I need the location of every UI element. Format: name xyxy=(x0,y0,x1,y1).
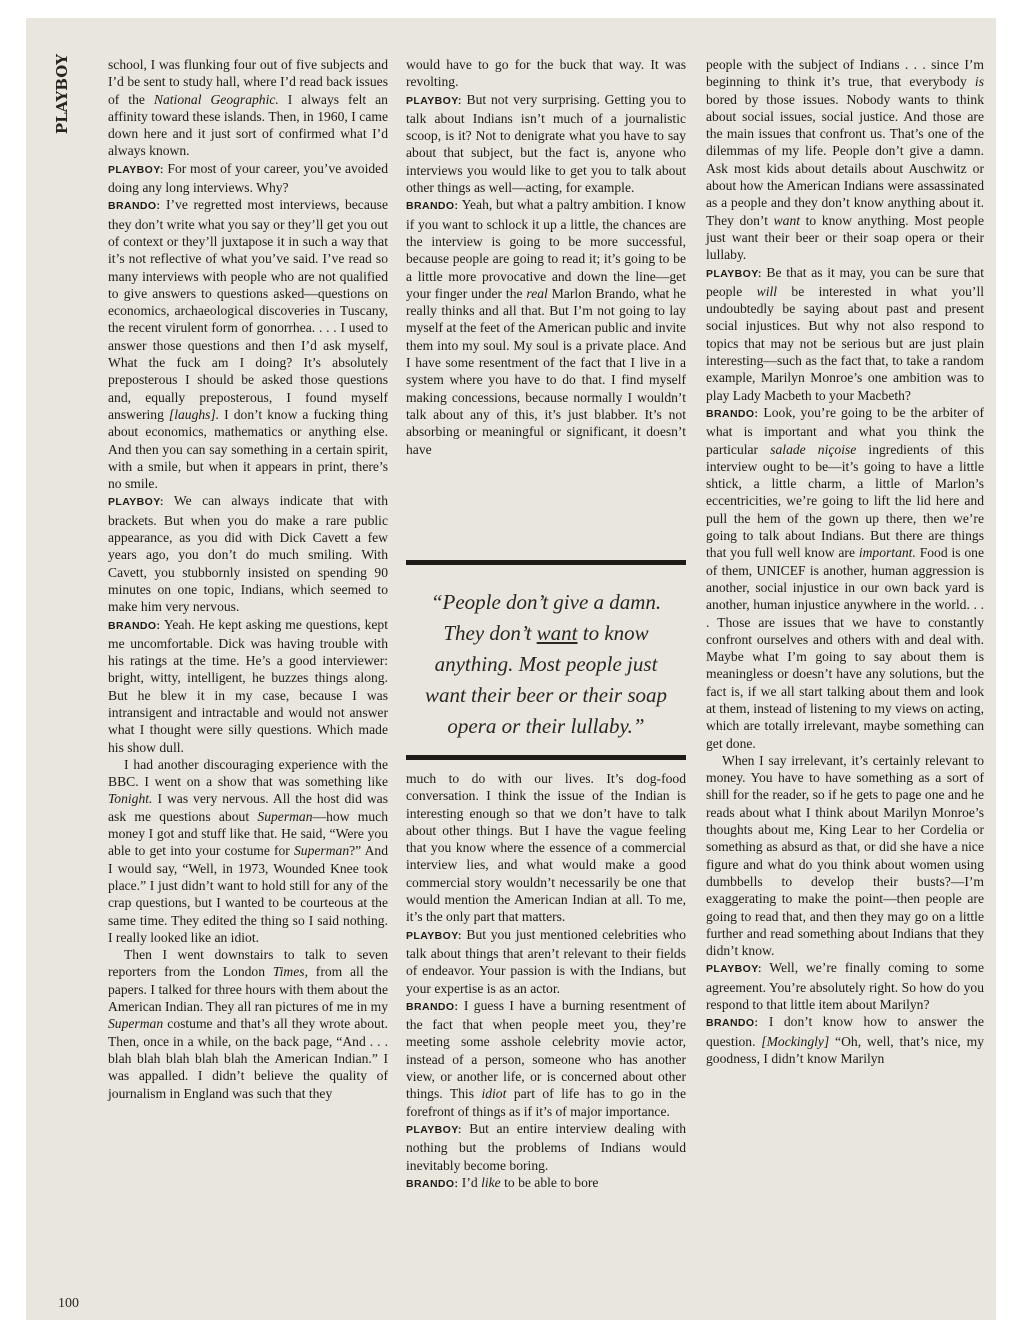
speaker-playboy: PLAYBOY: xyxy=(108,163,164,176)
speaker-brando: BRANDO: xyxy=(406,1177,459,1190)
speaker-brando: BRANDO: xyxy=(406,200,459,213)
column-2-bottom xyxy=(406,770,686,1193)
answer: BRANDO: Look, you’re going to be the arbiter of what is important and what you think the particular salade niçoise ingredients of this interview ought to be—it’s going to have a little shtick, a little charm, a little of Marlon’s eccentricities, we’re going to lift the lid here and pull the hem of the gown up there, then we’re going to talk about Indians. But there are things that you full well know are important. Food is one of them, UNICEF is another, human aggression is another, social injustice in our own back yard is another, human injustice anywhere in the world. . . . Those are issues that we have to constantly confront ourselves and others with and deal with. Maybe what I’m going to say about them is meaningless or doesn’t have any solutions, but the fact is, if we all start talking about them and look at them, instead of listening to my views on acting, which are totally irrelevant, maybe something can get done. xyxy=(706,404,984,751)
question: PLAYBOY: For most of your career, you’ve avoided doing any long interviews. Why? xyxy=(108,160,388,196)
question: PLAYBOY: Well, we’re finally coming to some agreement. You’re absolutely right. So how do you respond to that little item about Marilyn? xyxy=(706,960,985,1013)
question: PLAYBOY: Be that as it may, you can be sure that people will be interested in what you’ll undoubtedly be saying about past and present social injustices. But why not also respond to topics that may not be serious but are just plain interesting—such as the fact that, to take a random example, Marilyn Monroe’s one ambition was to play Lady Macbeth to your Macbeth? xyxy=(706,264,984,403)
masthead: PLAYBOY xyxy=(53,54,71,135)
column-1 xyxy=(108,56,388,1102)
column-2-top xyxy=(406,56,686,458)
pull-quote: “People don’t give a damn. They don’t want to know anything. Most people just want their beer or their soap opera or their lullaby.” xyxy=(406,560,686,760)
answer: BRANDO: I’d like to be able to bore xyxy=(406,1174,599,1190)
paragraph: people with the subject of Indians . . . since I’m beginning to think it’s true, that everybody is bored by those issues. Nobody wants to think about social issues, social justice. And those are the main issues that confront us. That’s one of the dilemmas of my life. People don’t give a damn. Ask most kids about details about Auschwitz or about how the American Indians were assassinated as a people and they don’t know anything about it. They don’t want to know anything. Most people just want their beer or their soap opera or their lullaby. xyxy=(706,57,984,263)
paragraph: I had another discouraging experience with the BBC. I went on a show that was something like Tonight. I was very nervous. All the host did was ask me questions about Superman—how much money I got and stuff like that. He said, “Were you able to get into your costume for Superman?” And I would say, “Well, in 1973, Wounded Knee took place.” I just didn’t want to hold still for any of the crap questions, but I wanted to be courteous at the same time. They edited the thing so I said nothing. I really looked like an idiot. xyxy=(108,756,389,945)
question: PLAYBOY: We can always indicate that with brackets. But when you do make a rare public appearance, as you did with Dick Cavett a few years ago, you don’t do much smiling. With Cavett, you stubbornly insisted on spending 90 minutes on one topic, Indians, which seemed to make him very nervous. xyxy=(108,493,388,615)
page-number: 100 xyxy=(58,1296,79,1311)
paragraph: When I say irrelevant, it’s certainly relevant to money. You have to have something as a sort of shill for the reader, so if he gets to page one and he reads about what I think about Marilyn Monroe’s thoughts about me, King Lear to her Cordelia or something as absurd as that, or did she have a nice figure and what do you think about women using dumbbells to develop their busts?—I’m exaggerating to make the point—then people are going to read that, and then they may go on a little further and read something about Indians that they didn’t know. xyxy=(706,752,984,959)
answer: BRANDO: I don’t know how to answer the question. [Mockingly] “Oh, well, that’s nice, my goodness, I didn’t know Marilyn xyxy=(706,1014,984,1066)
paragraph: school, I was flunking four out of five subjects and I’d be sent to study hall, where I’d read back issues of the National Geographic. I always felt an affinity toward these islands. Then, in 1960, I came down here and it just sort of confirmed what I’d always known. xyxy=(108,57,388,159)
speaker-playboy: PLAYBOY: xyxy=(406,1123,462,1136)
column-3 xyxy=(706,56,984,1067)
answer: BRANDO: I guess I have a burning resentment of the fact that when people meet you, they’re meeting some asshole celebrity movie actor, instead of a person, someone who has another view, or another life, or is concerned about other things. This idiot part of life has to go in the forefront of things as if it’s of major importance. xyxy=(406,997,687,1119)
answer: BRANDO: Yeah. He kept asking me questions, kept me uncomfortable. Dick was having trouble with his ratings at the time. He’s a good interviewer: bright, witty, intelligent, he buzzes things along. But he blew it in my case, because I was intransigent and intractable and would not answer what I thought were silly questions. Which made his show dull. xyxy=(108,616,388,755)
speaker-playboy: PLAYBOY: xyxy=(406,94,462,107)
answer: BRANDO: Yeah, but what a paltry ambition. I know if you want to schlock it up a little, the chances are the interview is going to be more successful, because people are going to read it; it’s going to be a little more provocative and down the line—get your finger under the real Marlon Brando, what he really thinks and all that. But I’m not going to lay myself at the feet of the American public and invite them into my soul. My soul is a private place. And I have some resentment of the fact that I live in a system where you have to do that. I find myself making concessions, because normally I wouldn’t talk about any of this, it’s just blabber. It’s not absorbing or meaningful or significant, it doesn’t have xyxy=(406,197,686,457)
speaker-brando: BRANDO: xyxy=(406,1000,459,1013)
paragraph: much to do with our lives. It’s dog-food conversation. I think the issue of the Indian is interesting enough so that we don’t have to talk about other things. But I have the vague feeling that you know where the essence of a commercial interview lies, and what would make a good commercial story wouldn’t necessarily be one that would mention the American Indian at all. To me, it’s the only part that matters. xyxy=(406,771,686,925)
speaker-playboy: PLAYBOY: xyxy=(108,496,164,509)
question: PLAYBOY: But an entire interview dealing with nothing but the problems of Indians would inevitably become boring. xyxy=(406,1120,686,1173)
speaker-playboy: PLAYBOY: xyxy=(406,929,462,942)
magazine-page xyxy=(26,18,996,1320)
paragraph: would have to go for the buck that way. It was revolting. xyxy=(406,57,686,90)
speaker-brando: BRANDO: xyxy=(108,200,161,213)
question: PLAYBOY: But not very surprising. Getting you to talk about Indians isn’t much of a journalistic scoop, is it? Not to denigrate what you have to say about that subject, but the fact is, anyone who interviews you would like to get you to talk about other things as well—acting, for example. xyxy=(406,91,686,196)
speaker-brando: BRANDO: xyxy=(108,619,161,632)
speaker-playboy: PLAYBOY: xyxy=(706,267,762,280)
question: PLAYBOY: But you just mentioned celebrities who talk about things that aren’t relevant to their fields of endeavor. Your passion is with the Indians, but your expertise is as an actor. xyxy=(406,926,687,996)
speaker-brando: BRANDO: xyxy=(706,1017,759,1030)
answer: BRANDO: I’ve regretted most interviews, because they don’t write what you say or they’ll get you out of context or they’ll juxtapose it in such a way that it’s not reflective of what you’ve said. I’ve read so many interviews with people who are not qualified to give answers to questions asked—questions on economics, archaeological discoveries in Tuscany, the recent virulent form of gonorrhea. . . . I used to answer those questions and then I’d ask myself, What the fuck am I doing? It’s absolutely preposterous I should be asked those questions and, equally preposterous, I found myself answering [laughs]. I don’t know a fucking thing about economics, mathematics or anything else. And then you can say something in a certain spirit, with a smile, but when it appears in print, there’s no smile. xyxy=(108,197,388,492)
paragraph: Then I went downstairs to talk to seven reporters from the London Times, from all the papers. I talked for three hours with them about the American Indian. They all ran pictures of me in my Superman costume and that’s all they wrote about. Then, once in a while, on the back page, “And . . . blah blah blah blah blah the American Indian.” I was appalled. I didn’t believe the quality of journalism in England was such that they xyxy=(108,947,389,1101)
speaker-playboy: PLAYBOY: xyxy=(706,963,762,976)
speaker-brando: BRANDO: xyxy=(706,407,759,420)
